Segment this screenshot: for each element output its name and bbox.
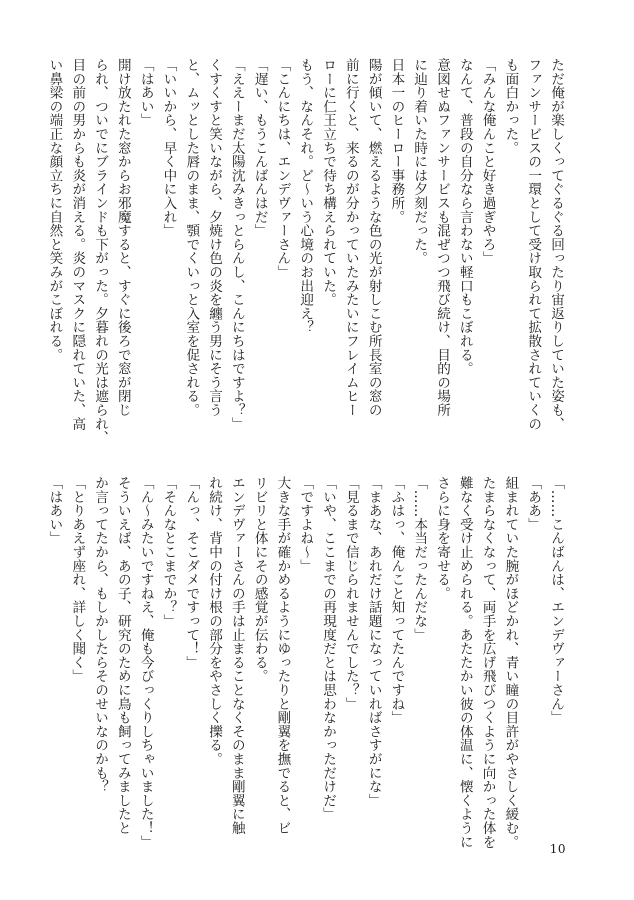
text-line: 「……こんばんは、エンデヴァーさん」 bbox=[548, 476, 564, 725]
text-line: 難なく受け止められる。あたたかい彼の体温に、懐くように bbox=[456, 476, 473, 849]
text-line: たまらなくなって、両手を広げ飛びつくように向かった体を bbox=[479, 476, 496, 849]
text-line: ただ俺が楽しくってぐるぐる回ったり宙返りしていた姿も、 bbox=[548, 58, 564, 431]
text-line: くすくすと笑いながら、夕焼け色の炎を纏う男にそう言う bbox=[206, 58, 223, 417]
text-line: リビリと体にその感覚が伝わる。 bbox=[251, 476, 268, 683]
text-line: 「んっ、そこダメですって！」 bbox=[183, 476, 200, 670]
text-line: 「いいから、早く中に入れ」 bbox=[160, 58, 177, 238]
text-line: 「はあい」 bbox=[137, 58, 154, 127]
text-line: 大きな手が確かめるようにゆったりと剛翼を撫でると、ビ bbox=[274, 476, 291, 835]
text-line: い鼻梁の端正な顔立ちに自然と笑みがこぼれる。 bbox=[46, 58, 63, 362]
text-line: られ、ついでにブラインドも下がった。夕暮れの光は遮られ、 bbox=[92, 58, 109, 445]
text-line: 「とりあえず座れ、詳しく聞く」 bbox=[69, 476, 86, 683]
text-line: もう、なんそれ。ど～いう心境のお出迎え？ bbox=[297, 58, 314, 334]
text-line: か言ってたから、もしかしたらそのせいなのかも？ bbox=[92, 476, 109, 794]
text-line: 目の前の男からも炎が消える。炎のマスクに隠れていた、高 bbox=[69, 58, 86, 431]
text-line: 「みんな俺んこと好き過ぎやろ」 bbox=[479, 58, 496, 265]
page-number: 10 bbox=[549, 842, 566, 856]
text-line: 開け放たれた窓からお邪魔すると、すぐに後ろで窓が閉じ bbox=[114, 58, 131, 417]
text-line: 「ですよね～」 bbox=[297, 476, 314, 573]
text-line: 「ええーまだ太陽沈みきっとらんし、こんにちはですよ？」 bbox=[228, 58, 245, 431]
text-line: 意図せぬファンサービスも混ぜつつ飛び続け、目的の場所 bbox=[434, 58, 451, 417]
text-line: 組まれていた腕がほどかれ、青い瞳の目許がやさしく緩む。 bbox=[502, 476, 519, 849]
upper-text-block bbox=[43, 58, 567, 445]
text-line: 「ん～みたいですねえ、俺も今びっくりしちゃいました！」 bbox=[137, 476, 154, 849]
text-line: 「見るまで信じられませんでした？」 bbox=[342, 476, 359, 711]
text-line: 「はあい」 bbox=[46, 476, 63, 545]
text-line: エンデヴァーさんの手は止まることなくそのまま剛翼に触 bbox=[228, 476, 245, 835]
text-line: も面白かった。 bbox=[502, 58, 519, 155]
text-line: に辿り着いた時には夕刻だった。 bbox=[411, 58, 428, 265]
text-line: 「ああ」 bbox=[525, 476, 542, 532]
text-line: ファンサービスの一環として受け取られて拡散されていくの bbox=[525, 58, 542, 431]
text-line: なんて、普段の自分なら言わない軽口もこぼれる。 bbox=[456, 58, 473, 376]
text-line: れ続け、背中の付け根の部分をやさしく擽る。 bbox=[206, 476, 223, 766]
text-line: 「こんにちは、エンデヴァーさん」 bbox=[274, 58, 291, 279]
text-line: 「ふはっ、俺んこと知ってたんですね」 bbox=[388, 476, 405, 725]
text-line: 日本一のヒーロー事務所。 bbox=[388, 58, 405, 224]
text-line: 「まあな、あれだけ話題になっていればさすがにな」 bbox=[365, 476, 382, 808]
text-line: 陽が傾いて、燃えるような色の光が射しこむ所長室の窓の bbox=[365, 58, 382, 417]
text-line: と、ムッとした唇のまま、顎でくいっと入室を促される。 bbox=[183, 58, 200, 417]
text-line: 「……本当だったんだな」 bbox=[411, 476, 428, 642]
text-line: 前に行くと、来るのが分かっていたみたいにフレイムヒー bbox=[342, 58, 359, 417]
text-line: 「遅い、もうこんばんはだ」 bbox=[251, 58, 268, 238]
text-line: そういえば、あの子、研究のために鳥も飼ってみましたと bbox=[114, 476, 131, 835]
text-line: さらに身を寄せる。 bbox=[434, 476, 451, 601]
text-line: ローに仁王立ちで待ち構えられていた。 bbox=[320, 58, 337, 307]
text-line: 「いや、ここまでの再現度だとは思わなかっただけだ」 bbox=[320, 476, 337, 821]
text-line: 「そんなとこまでか？」 bbox=[160, 476, 177, 628]
